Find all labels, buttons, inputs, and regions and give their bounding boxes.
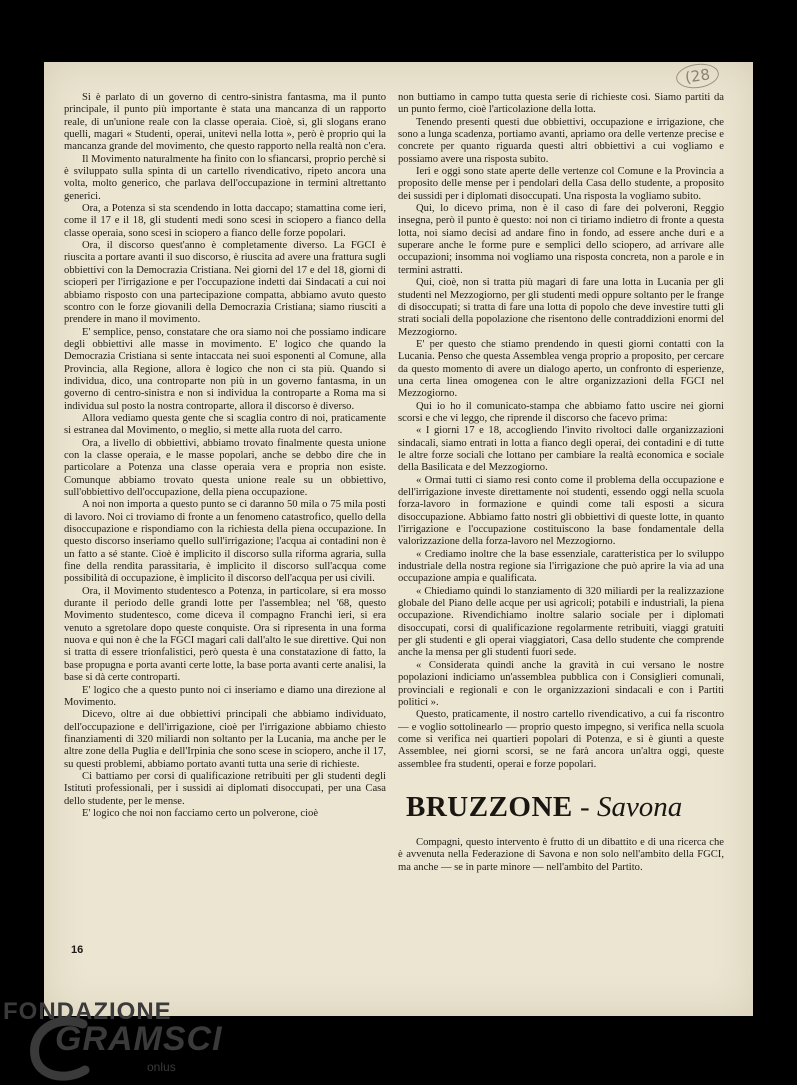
paragraph: Questo, praticamente, il nostro cartello rivendicativo, a cui fa riscontro — e voglio sottolinearlo — proprio questo impegno, si verifica nella scuola come si verifica nei quartieri popolari di Potenza, e si è giunti a queste Assemblee, nei giorni scorsi, se ne farà ancora un'altra oggi, queste assemblee fra studenti, operai e forze popolari. — [398, 709, 724, 770]
paragraph: E' semplice, penso, constatare che ora siamo noi che possiamo indicare degli obbiettivi alle masse in movimento. E' logico che quando la Democrazia Cristiana si sente intaccata nei suoi esponenti al Comune, alla Provincia, alla Regione, allora è logico che non ci sta più. Quando si individua, dico, una controparte non più in un governo fantasma, in un governo di centro-sinistra e non si individua la controparte a Roma ma si individua sul posto la nostra controparte, allora il discorso è diverso. — [64, 326, 386, 412]
paragraph: « Chiediamo quindi lo stanziamento di 320 miliardi per la realizzazione globale del Piano delle acque per usi agricoli; potabili e industriali, la piena occupazione. Rivendichiamo inoltre salario sociale per i diplomati disoccupati, corsi di qualificazione regolarmente retribuiti, viaggi gratuiti per gli studenti e gli operai viaggiatori, Casa dello studente che comprende anche la mensa per gli studenti fuori sede. — [398, 585, 724, 659]
speaker-city: Savona — [596, 790, 683, 823]
paragraph: Si è parlato di un governo di centro-sinistra fantasma, ma il punto principale, il punto più importante è stata una mancanza di un rapporto reale, di un'unione reale con la classe operaia. Cioè, sì, gli slogans erano quelli, magari « Studenti, operai, unitevi nella lotta », però è proprio qui la mancanza grande del movimento, che questo rapporto nella realtà non c'era. — [64, 92, 386, 153]
speaker-heading — [406, 791, 724, 823]
paragraph: Qui, lo dicevo prima, non è il caso di fare dei polveroni, Reggio insegna, però il punto è questo: noi non ci tiriamo indietro di fronte a questa lotta, noi siamo decisi ad andare fino in fondo, ad essere anche duri e a superare anche le forme pure e semplici dello sciopero, ad arrivare alle occupazioni; insomma noi vogliamo una risposta concreta, non a parole e in termini astratti. — [398, 203, 724, 276]
paragraph: « Ormai tutti ci siamo resi conto come il problema della occupazione e dell'irrigazione investe direttamente noi studenti, essendo oggi nella scuola forza-lavoro in formazione e quindi come tali esposti a sicura disoccupazione. Abbiamo fatto nostri gli obbiettivi di queste lotte, in quanto l'irrigazione e l'occupazione costituiscono la base fondamentale della valorizzazione della forza-lavoro nel Mezzogiorno. — [398, 474, 724, 548]
paragraph: « Considerata quindi anche la gravità in cui versano le nostre popolazioni indiciamo un'assemblea pubblica con i Consiglieri comunali, provinciali e regionali e con le organizzazioni sindacali e con i Partiti politici ». — [398, 659, 724, 708]
page-number: 16 — [71, 944, 84, 956]
paragraph: A noi non importa a questo punto se ci daranno 50 mila o 75 mila posti di lavoro. Noi ci troviamo di fronte a un fenomeno catastrofico, quello della disoccupazione e rispondiamo con la richiesta della piena occupazione. In questo discorso inseriamo quello sull'irrigazione; l'acqua ai contadini non è un fatto a sé stante. Cioè è implicito il discorso sulla riforma agraria, sulla fine della rendita parassitaria, è implicito il discorso sull'acqua come possibilità di occupazione, è implicito il discorso dell'acqua per usi civili. — [64, 499, 386, 585]
paragraph: Compagni, questo intervento è frutto di un dibattito e di una ricerca che è avvenuta nella Federazione di Savona e non solo nell'ambito della FGCI, ma anche — se in parte minore — nell'ambito del Partito. — [398, 836, 724, 873]
paragraph: E' per questo che stiamo prendendo in questi giorni contatti con la Lucania. Penso che questa Assemblea venga proprio a proposito, per cercare da questo momento di avere un dialogo aperto, un confronto di esperienze, una certa linea omogenea con le altre organizzazioni della FGCI nel Mezzogiorno. — [398, 338, 724, 400]
paragraph-continued: non buttiamo in campo tutta questa serie di richieste così. Siamo partiti da un punto fermo, cioè l'articolazione della lotta. — [398, 92, 724, 116]
watermark-top-text: FONDAZIONE — [3, 998, 172, 1025]
paragraph: Ora, il Movimento studentesco a Potenza, in particolare, si era mosso durante il periodo delle grandi lotte per l'assemblea; nel '68, questo Movimento studentesco, come diceva il compagno Franchi ieri, si era venuto a sgretolare dopo queste conquiste. Ora si ripresenta in una forma nuova e qui non è che la FGCI magari cali dall'alto le sue direttive. Qui non si tratta di essere trionfalistici, però questa è una constatazione di fatto, la base propugna e porta avanti certe lotte, la base porta avanti certe analisi, la base si dà certe controparti. — [64, 585, 386, 684]
paragraph: Ora, a livello di obbiettivi, abbiamo trovato finalmente questa unione con la classe operaia, e le masse popolari, anche se debbo dire che in particolare a Potenza una classe operaia vera e propria non esiste. Comunque abbiamo trovato questa unione reale su un obbiettivo, sull'obbiettivo dell'occupazione, della piena occupazione. — [64, 437, 386, 498]
magazine-page — [44, 62, 753, 1016]
paragraph: « Crediamo inoltre che la base essenziale, caratteristica per lo sviluppo industriale della nostra regione sia l'irrigazione che può aprire la via ad una occupazione ampia e qualificata. — [398, 548, 724, 585]
paragraph: Ora, a Potenza si sta scendendo in lotta daccapo; stamattina come ieri, come il 17 e il 18, gli studenti medi sono scesi in sciopero a fianco della classe operaia, sono scesi in sciopero a fianco delle forze popolari. — [64, 203, 386, 239]
paragraph: Ora, il discorso quest'anno è completamente diverso. La FGCI è riuscita a portare avanti il suo discorso, è riuscita ad avere una frattura sugli obbiettivi con la Democrazia Cristiana. Nei giorni del 17 e del 18, giorni di scioperi per l'irrigazione e per l'occupazione indetti dai Sindacati a cui noi abbiamo risposto con una partecipazione compatta, abbiamo avuto questo scontro con le forze giovanili della Democrazia Cristiana; siamo riusciti a prendere in mano il movimento. — [64, 240, 386, 326]
paragraph: Qui io ho il comunicato-stampa che abbiamo fatto uscire nei giorni scorsi e che vi leggo, che riprende il discorso che facevo prima: — [398, 400, 724, 424]
paragraph: Allora vediamo questa gente che si scaglia contro di noi, praticamente si estranea dal Movimento, o meglio, si mette alla ruota del carro. — [64, 412, 386, 437]
watermark-bottom-text: GRAMSCI — [55, 1020, 223, 1058]
heading-separator: - — [572, 790, 597, 823]
paragraph: Ieri e oggi sono state aperte delle vertenze col Comune e la Provincia a proposito delle mense per i pendolari della Casa dello studente, a proposito dei sussidi per i diplomati disoccupati. Una risposta la vogliamo subito. — [398, 166, 724, 202]
paragraph: Dicevo, oltre ai due obbiettivi principali che abbiamo individuato, dell'occupazione e dell'irrigazione, cioè per l'irrigazione abbiamo chiesto finanziamenti di 320 miliardi non soltanto per la Lucania, ma anche per le altre zone della Puglia e dell'Irpinia che sono scese in sciopero, anche il 17, su questi problemi, abbiamo portato avanti tutta una serie di richieste. — [64, 709, 386, 770]
left-text-column — [64, 92, 386, 820]
paragraph: Tenendo presenti questi due obbiettivi, occupazione e irrigazione, che sono a lunga scadenza, portiamo avanti, apriamo ora delle vertenze precise e concrete per quanto riguarda questi altri obbiettivi a cui vogliamo e possiamo avere una risposta subito. — [398, 116, 724, 165]
right-text-column — [398, 92, 724, 874]
archive-watermark — [0, 990, 300, 1080]
paragraph: Ci battiamo per corsi di qualificazione retribuiti per gli studenti degli Istituti professionali, per i sussidi ai diplomati disoccupati, per una Casa dello studente, per le mense. — [64, 770, 386, 807]
paragraph: « I giorni 17 e 18, accogliendo l'invito rivoltoci dalle organizzazioni sindacali, siamo entrati in lotta a fianco degli operai, dei contadini e di tutte le altre forze sociali che lottano per cambiare la realtà economica e sociale della Basilicata e del Mezzogiorno. — [398, 425, 724, 474]
speaker-name: BRUZZONE — [406, 790, 573, 823]
watermark-suffix: onlus — [147, 1060, 176, 1074]
paragraph: Qui, cioè, non si tratta più magari di fare una lotta in Lucania per gli studenti nel Mezzogiorno, per gli studenti medi oppure soltanto per le frange di disoccupati; si tratta di fare una lotta di popolo che deve investire tutti gli strati sociali della popolazione che risentono delle contraddizioni enormi del Mezzogiorno. — [398, 277, 724, 338]
archive-page-mark: (28 — [675, 62, 721, 91]
paragraph: E' logico che a questo punto noi ci inseriamo e diamo una direzione al Movimento. — [64, 684, 386, 708]
paragraph: Il Movimento naturalmente ha finito con lo sfiancarsi, proprio perchè si è sviluppato sulla spinta di un cartello rivendicativo, ripeto ancora una volta, molto generico, che parlava dell'occupazione in termini altrettanto generici. — [64, 153, 386, 202]
paragraph: E' logico che noi non facciamo certo un polverone, cioè — [82, 807, 319, 819]
